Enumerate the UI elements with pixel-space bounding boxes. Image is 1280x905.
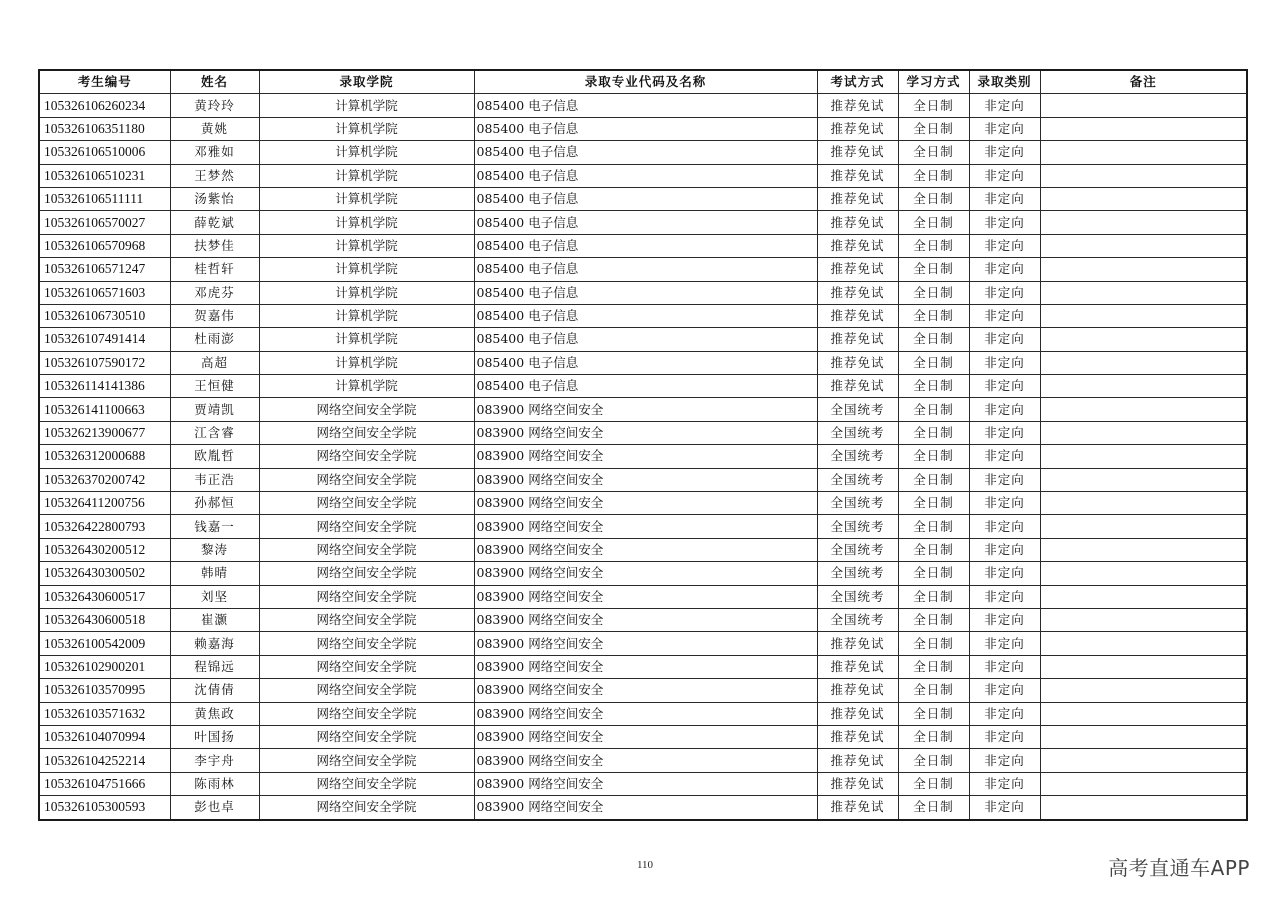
- cell-name: 韦正浩: [170, 468, 259, 491]
- cell-major: 085400 电子信息: [474, 94, 817, 117]
- table-row: [39, 538, 1247, 561]
- table-row: [39, 468, 1247, 491]
- cell-study-mode: 全日制: [898, 421, 969, 444]
- cell-exam-method: 全国统考: [817, 398, 898, 421]
- cell-college: 计算机学院: [259, 94, 474, 117]
- cell-admission-type: 非定向: [969, 328, 1040, 351]
- table-row: [39, 141, 1247, 164]
- cell-exam-method: 推荐免试: [817, 258, 898, 281]
- cell-remarks: [1040, 679, 1247, 702]
- cell-name: 欧胤哲: [170, 445, 259, 468]
- cell-candidate-id: 105326312000688: [39, 445, 170, 468]
- cell-remarks: [1040, 655, 1247, 678]
- cell-exam-method: 推荐免试: [817, 375, 898, 398]
- cell-candidate-id: 105326106570968: [39, 234, 170, 257]
- header-admission-type: 录取类别: [969, 70, 1040, 94]
- cell-remarks: [1040, 702, 1247, 725]
- cell-college: 计算机学院: [259, 141, 474, 164]
- cell-remarks: [1040, 304, 1247, 327]
- watermark-logo-text: 高考直通车APP: [1108, 856, 1250, 880]
- cell-major: 083900 网络空间安全: [474, 421, 817, 444]
- cell-name: 薛乾斌: [170, 211, 259, 234]
- cell-college: 网络空间安全学院: [259, 632, 474, 655]
- table-row: [39, 234, 1247, 257]
- cell-remarks: [1040, 351, 1247, 374]
- cell-admission-type: 非定向: [969, 164, 1040, 187]
- cell-study-mode: 全日制: [898, 117, 969, 140]
- cell-college: 网络空间安全学院: [259, 468, 474, 491]
- page-number: 110: [636, 859, 654, 871]
- cell-study-mode: 全日制: [898, 398, 969, 421]
- cell-remarks: [1040, 234, 1247, 257]
- cell-exam-method: 推荐免试: [817, 725, 898, 748]
- cell-college: 计算机学院: [259, 375, 474, 398]
- cell-remarks: [1040, 141, 1247, 164]
- cell-college: 网络空间安全学院: [259, 562, 474, 585]
- cell-major: 085400 电子信息: [474, 328, 817, 351]
- cell-college: 计算机学院: [259, 281, 474, 304]
- cell-study-mode: 全日制: [898, 94, 969, 117]
- cell-college: 网络空间安全学院: [259, 725, 474, 748]
- cell-major: 083900 网络空间安全: [474, 538, 817, 561]
- table-row: [39, 562, 1247, 585]
- cell-candidate-id: 105326141100663: [39, 398, 170, 421]
- cell-college: 网络空间安全学院: [259, 492, 474, 515]
- cell-college: 计算机学院: [259, 234, 474, 257]
- cell-exam-method: 推荐免试: [817, 304, 898, 327]
- cell-study-mode: 全日制: [898, 492, 969, 515]
- cell-major: 083900 网络空间安全: [474, 749, 817, 772]
- cell-candidate-id: 105326106511111: [39, 187, 170, 210]
- cell-college: 网络空间安全学院: [259, 749, 474, 772]
- cell-exam-method: 推荐免试: [817, 187, 898, 210]
- cell-study-mode: 全日制: [898, 655, 969, 678]
- cell-remarks: [1040, 211, 1247, 234]
- cell-admission-type: 非定向: [969, 608, 1040, 631]
- cell-remarks: [1040, 258, 1247, 281]
- cell-college: 网络空间安全学院: [259, 608, 474, 631]
- cell-remarks: [1040, 632, 1247, 655]
- cell-candidate-id: 105326411200756: [39, 492, 170, 515]
- cell-college: 计算机学院: [259, 328, 474, 351]
- header-study-mode: 学习方式: [898, 70, 969, 94]
- cell-remarks: [1040, 117, 1247, 140]
- cell-major: 083900 网络空间安全: [474, 562, 817, 585]
- cell-name: 黄焦政: [170, 702, 259, 725]
- cell-name: 高超: [170, 351, 259, 374]
- cell-name: 黄姚: [170, 117, 259, 140]
- table-row: [39, 725, 1247, 748]
- cell-college: 计算机学院: [259, 304, 474, 327]
- cell-study-mode: 全日制: [898, 281, 969, 304]
- cell-college: 计算机学院: [259, 117, 474, 140]
- cell-candidate-id: 105326100542009: [39, 632, 170, 655]
- cell-major: 083900 网络空间安全: [474, 492, 817, 515]
- cell-study-mode: 全日制: [898, 211, 969, 234]
- cell-exam-method: 推荐免试: [817, 749, 898, 772]
- cell-exam-method: 全国统考: [817, 421, 898, 444]
- cell-major: 083900 网络空间安全: [474, 772, 817, 795]
- cell-remarks: [1040, 375, 1247, 398]
- table-row: [39, 749, 1247, 772]
- cell-exam-method: 推荐免试: [817, 702, 898, 725]
- table-row: [39, 796, 1247, 820]
- cell-major: 083900 网络空间安全: [474, 608, 817, 631]
- cell-admission-type: 非定向: [969, 421, 1040, 444]
- cell-candidate-id: 105326106571603: [39, 281, 170, 304]
- header-name: 姓名: [170, 70, 259, 94]
- cell-college: 网络空间安全学院: [259, 421, 474, 444]
- cell-candidate-id: 105326370200742: [39, 468, 170, 491]
- cell-candidate-id: 105326213900677: [39, 421, 170, 444]
- cell-study-mode: 全日制: [898, 632, 969, 655]
- cell-remarks: [1040, 796, 1247, 820]
- cell-study-mode: 全日制: [898, 538, 969, 561]
- cell-exam-method: 全国统考: [817, 562, 898, 585]
- cell-admission-type: 非定向: [969, 351, 1040, 374]
- cell-exam-method: 推荐免试: [817, 328, 898, 351]
- cell-candidate-id: 105326104751666: [39, 772, 170, 795]
- cell-study-mode: 全日制: [898, 562, 969, 585]
- cell-name: 刘坚: [170, 585, 259, 608]
- cell-major: 085400 电子信息: [474, 258, 817, 281]
- cell-major: 085400 电子信息: [474, 211, 817, 234]
- cell-college: 计算机学院: [259, 351, 474, 374]
- cell-remarks: [1040, 328, 1247, 351]
- cell-major: 083900 网络空间安全: [474, 585, 817, 608]
- cell-admission-type: 非定向: [969, 187, 1040, 210]
- cell-admission-type: 非定向: [969, 281, 1040, 304]
- cell-name: 钱嘉一: [170, 515, 259, 538]
- cell-study-mode: 全日制: [898, 304, 969, 327]
- cell-candidate-id: 105326104252214: [39, 749, 170, 772]
- cell-candidate-id: 105326103570995: [39, 679, 170, 702]
- cell-major: 083900 网络空间安全: [474, 702, 817, 725]
- cell-exam-method: 全国统考: [817, 468, 898, 491]
- cell-study-mode: 全日制: [898, 187, 969, 210]
- cell-name: 贺嘉伟: [170, 304, 259, 327]
- table-row: [39, 515, 1247, 538]
- cell-college: 网络空间安全学院: [259, 772, 474, 795]
- cell-exam-method: 全国统考: [817, 492, 898, 515]
- cell-exam-method: 推荐免试: [817, 211, 898, 234]
- cell-exam-method: 推荐免试: [817, 281, 898, 304]
- cell-exam-method: 推荐免试: [817, 164, 898, 187]
- cell-name: 杜雨澎: [170, 328, 259, 351]
- cell-name: 桂哲轩: [170, 258, 259, 281]
- cell-admission-type: 非定向: [969, 211, 1040, 234]
- cell-study-mode: 全日制: [898, 445, 969, 468]
- cell-study-mode: 全日制: [898, 679, 969, 702]
- table-row: [39, 421, 1247, 444]
- cell-study-mode: 全日制: [898, 164, 969, 187]
- cell-major: 085400 电子信息: [474, 304, 817, 327]
- header-remarks: 备注: [1040, 70, 1247, 94]
- table-body: [39, 94, 1247, 820]
- cell-name: 程锦远: [170, 655, 259, 678]
- table-row: [39, 281, 1247, 304]
- cell-major: 085400 电子信息: [474, 351, 817, 374]
- table-row: [39, 679, 1247, 702]
- table-row: [39, 632, 1247, 655]
- cell-major: 083900 网络空间安全: [474, 679, 817, 702]
- cell-name: 韩晴: [170, 562, 259, 585]
- cell-candidate-id: 105326106260234: [39, 94, 170, 117]
- cell-admission-type: 非定向: [969, 258, 1040, 281]
- cell-candidate-id: 105326114141386: [39, 375, 170, 398]
- cell-study-mode: 全日制: [898, 468, 969, 491]
- cell-major: 083900 网络空间安全: [474, 655, 817, 678]
- cell-name: 李宇舟: [170, 749, 259, 772]
- cell-name: 邓雅如: [170, 141, 259, 164]
- cell-study-mode: 全日制: [898, 515, 969, 538]
- cell-college: 网络空间安全学院: [259, 585, 474, 608]
- cell-exam-method: 全国统考: [817, 585, 898, 608]
- table-row: [39, 117, 1247, 140]
- cell-study-mode: 全日制: [898, 749, 969, 772]
- table-row: [39, 211, 1247, 234]
- cell-college: 计算机学院: [259, 164, 474, 187]
- cell-study-mode: 全日制: [898, 328, 969, 351]
- cell-admission-type: 非定向: [969, 304, 1040, 327]
- table-row: [39, 304, 1247, 327]
- cell-college: 计算机学院: [259, 187, 474, 210]
- cell-remarks: [1040, 421, 1247, 444]
- cell-remarks: [1040, 281, 1247, 304]
- cell-remarks: [1040, 725, 1247, 748]
- cell-college: 网络空间安全学院: [259, 538, 474, 561]
- cell-study-mode: 全日制: [898, 608, 969, 631]
- cell-major: 083900 网络空间安全: [474, 515, 817, 538]
- cell-candidate-id: 105326103571632: [39, 702, 170, 725]
- cell-name: 江含睿: [170, 421, 259, 444]
- table-row: [39, 398, 1247, 421]
- table-row: [39, 655, 1247, 678]
- cell-admission-type: 非定向: [969, 655, 1040, 678]
- cell-remarks: [1040, 585, 1247, 608]
- cell-college: 网络空间安全学院: [259, 398, 474, 421]
- cell-study-mode: 全日制: [898, 796, 969, 820]
- cell-major: 083900 网络空间安全: [474, 398, 817, 421]
- cell-major: 083900 网络空间安全: [474, 796, 817, 820]
- cell-major: 085400 电子信息: [474, 117, 817, 140]
- cell-remarks: [1040, 749, 1247, 772]
- cell-name: 汤紫怡: [170, 187, 259, 210]
- cell-exam-method: 全国统考: [817, 515, 898, 538]
- cell-admission-type: 非定向: [969, 515, 1040, 538]
- cell-remarks: [1040, 398, 1247, 421]
- cell-name: 沈倩倩: [170, 679, 259, 702]
- cell-college: 网络空间安全学院: [259, 702, 474, 725]
- cell-remarks: [1040, 445, 1247, 468]
- cell-admission-type: 非定向: [969, 468, 1040, 491]
- cell-candidate-id: 105326106351180: [39, 117, 170, 140]
- cell-candidate-id: 105326106730510: [39, 304, 170, 327]
- cell-name: 贾靖凯: [170, 398, 259, 421]
- cell-exam-method: 全国统考: [817, 445, 898, 468]
- cell-major: 085400 电子信息: [474, 141, 817, 164]
- cell-admission-type: 非定向: [969, 141, 1040, 164]
- table-row: [39, 351, 1247, 374]
- cell-name: 孙郝恒: [170, 492, 259, 515]
- cell-admission-type: 非定向: [969, 749, 1040, 772]
- table-row: [39, 585, 1247, 608]
- cell-study-mode: 全日制: [898, 702, 969, 725]
- cell-admission-type: 非定向: [969, 679, 1040, 702]
- cell-admission-type: 非定向: [969, 702, 1040, 725]
- cell-name: 彭也卓: [170, 796, 259, 820]
- table-row: [39, 702, 1247, 725]
- header-candidate-id: 考生编号: [39, 70, 170, 94]
- cell-major: 085400 电子信息: [474, 187, 817, 210]
- cell-candidate-id: 105326102900201: [39, 655, 170, 678]
- cell-college: 网络空间安全学院: [259, 679, 474, 702]
- cell-admission-type: 非定向: [969, 117, 1040, 140]
- cell-name: 邓虎芬: [170, 281, 259, 304]
- cell-major: 083900 网络空间安全: [474, 632, 817, 655]
- cell-name: 叶国扬: [170, 725, 259, 748]
- cell-candidate-id: 105326104070994: [39, 725, 170, 748]
- header-exam-method: 考试方式: [817, 70, 898, 94]
- cell-study-mode: 全日制: [898, 234, 969, 257]
- cell-study-mode: 全日制: [898, 375, 969, 398]
- cell-major: 085400 电子信息: [474, 164, 817, 187]
- cell-study-mode: 全日制: [898, 725, 969, 748]
- cell-candidate-id: 105326106510006: [39, 141, 170, 164]
- cell-admission-type: 非定向: [969, 796, 1040, 820]
- cell-exam-method: 推荐免试: [817, 94, 898, 117]
- cell-exam-method: 推荐免试: [817, 117, 898, 140]
- cell-admission-type: 非定向: [969, 375, 1040, 398]
- cell-college: 计算机学院: [259, 258, 474, 281]
- cell-exam-method: 推荐免试: [817, 141, 898, 164]
- cell-remarks: [1040, 538, 1247, 561]
- cell-exam-method: 全国统考: [817, 608, 898, 631]
- cell-study-mode: 全日制: [898, 585, 969, 608]
- table-row: [39, 608, 1247, 631]
- cell-name: 陈雨林: [170, 772, 259, 795]
- cell-admission-type: 非定向: [969, 562, 1040, 585]
- header-major: 录取专业代码及名称: [474, 70, 817, 94]
- cell-college: 网络空间安全学院: [259, 796, 474, 820]
- table-row: [39, 94, 1247, 117]
- cell-remarks: [1040, 94, 1247, 117]
- cell-college: 网络空间安全学院: [259, 515, 474, 538]
- table-row: [39, 328, 1247, 351]
- cell-remarks: [1040, 515, 1247, 538]
- cell-admission-type: 非定向: [969, 772, 1040, 795]
- cell-exam-method: 全国统考: [817, 538, 898, 561]
- table-row: [39, 258, 1247, 281]
- admission-table: [38, 69, 1248, 821]
- cell-remarks: [1040, 608, 1247, 631]
- cell-college: 网络空间安全学院: [259, 655, 474, 678]
- cell-exam-method: 推荐免试: [817, 632, 898, 655]
- cell-exam-method: 推荐免试: [817, 234, 898, 257]
- cell-candidate-id: 105326107491414: [39, 328, 170, 351]
- cell-candidate-id: 105326106510231: [39, 164, 170, 187]
- cell-candidate-id: 105326106571247: [39, 258, 170, 281]
- table-header-row: [39, 70, 1247, 94]
- cell-name: 崔灏: [170, 608, 259, 631]
- cell-college: 计算机学院: [259, 211, 474, 234]
- cell-remarks: [1040, 772, 1247, 795]
- cell-exam-method: 推荐免试: [817, 796, 898, 820]
- cell-college: 网络空间安全学院: [259, 445, 474, 468]
- cell-major: 083900 网络空间安全: [474, 445, 817, 468]
- cell-name: 赖嘉海: [170, 632, 259, 655]
- table-row: [39, 445, 1247, 468]
- cell-remarks: [1040, 562, 1247, 585]
- cell-admission-type: 非定向: [969, 445, 1040, 468]
- cell-study-mode: 全日制: [898, 258, 969, 281]
- cell-candidate-id: 105326107590172: [39, 351, 170, 374]
- cell-candidate-id: 105326422800793: [39, 515, 170, 538]
- cell-admission-type: 非定向: [969, 585, 1040, 608]
- cell-name: 扶梦佳: [170, 234, 259, 257]
- cell-exam-method: 推荐免试: [817, 679, 898, 702]
- cell-major: 083900 网络空间安全: [474, 468, 817, 491]
- cell-name: 王恒健: [170, 375, 259, 398]
- table-row: [39, 187, 1247, 210]
- cell-candidate-id: 105326430600518: [39, 608, 170, 631]
- cell-candidate-id: 105326430300502: [39, 562, 170, 585]
- cell-name: 黎涛: [170, 538, 259, 561]
- cell-major: 085400 电子信息: [474, 234, 817, 257]
- cell-major: 085400 电子信息: [474, 281, 817, 304]
- cell-major: 085400 电子信息: [474, 375, 817, 398]
- cell-admission-type: 非定向: [969, 725, 1040, 748]
- cell-name: 黄玲玲: [170, 94, 259, 117]
- cell-admission-type: 非定向: [969, 492, 1040, 515]
- cell-admission-type: 非定向: [969, 398, 1040, 421]
- cell-candidate-id: 105326430200512: [39, 538, 170, 561]
- table-row: [39, 164, 1247, 187]
- cell-candidate-id: 105326105300593: [39, 796, 170, 820]
- cell-admission-type: 非定向: [969, 632, 1040, 655]
- cell-remarks: [1040, 468, 1247, 491]
- cell-study-mode: 全日制: [898, 141, 969, 164]
- cell-exam-method: 推荐免试: [817, 655, 898, 678]
- cell-major: 083900 网络空间安全: [474, 725, 817, 748]
- cell-remarks: [1040, 164, 1247, 187]
- cell-candidate-id: 105326106570027: [39, 211, 170, 234]
- cell-study-mode: 全日制: [898, 772, 969, 795]
- cell-admission-type: 非定向: [969, 94, 1040, 117]
- cell-study-mode: 全日制: [898, 351, 969, 374]
- table-row: [39, 772, 1247, 795]
- cell-name: 王梦然: [170, 164, 259, 187]
- cell-exam-method: 推荐免试: [817, 772, 898, 795]
- table-row: [39, 492, 1247, 515]
- cell-exam-method: 推荐免试: [817, 351, 898, 374]
- cell-admission-type: 非定向: [969, 234, 1040, 257]
- table-row: [39, 375, 1247, 398]
- cell-candidate-id: 105326430600517: [39, 585, 170, 608]
- cell-remarks: [1040, 187, 1247, 210]
- cell-admission-type: 非定向: [969, 538, 1040, 561]
- header-college: 录取学院: [259, 70, 474, 94]
- cell-remarks: [1040, 492, 1247, 515]
